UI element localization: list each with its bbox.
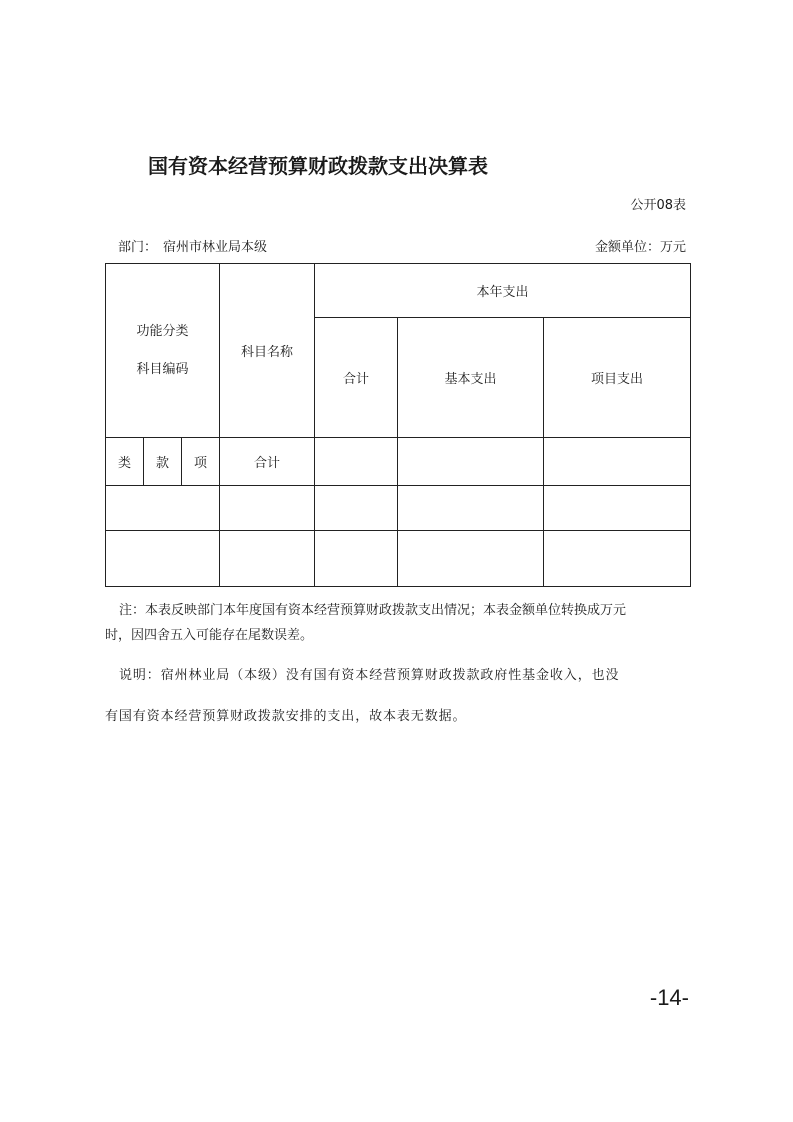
- table-row: [106, 531, 691, 587]
- table-row: [106, 486, 691, 531]
- page-number: -14-: [649, 985, 689, 1010]
- table-cell: [315, 486, 398, 531]
- department-label: 部门：: [118, 240, 158, 255]
- current-year-header: 本年支出: [315, 264, 691, 318]
- subject-name-header: 科目名称: [220, 264, 315, 438]
- table-cell: [544, 531, 691, 587]
- table-cell: [398, 486, 544, 531]
- table-cell: [220, 531, 315, 587]
- table-cell: [106, 486, 220, 531]
- table-cell: [106, 531, 220, 587]
- table-cell: [315, 438, 398, 486]
- total-header: 合计: [315, 318, 398, 438]
- department-value: 宿州市林业局本级: [163, 240, 268, 255]
- sum-row-label: 合计: [220, 438, 315, 486]
- table-cell: [398, 438, 544, 486]
- item-label: 项: [182, 438, 220, 486]
- project-expense-header: 项目支出: [544, 318, 691, 438]
- note-line-2: 时，因四舍五入可能存在尾数误差。: [105, 628, 314, 643]
- explanation-line-1: 说明：宿州林业局（本级）没有国有资本经营预算财政拨款政府性基金收入，也没: [119, 668, 620, 683]
- class-label: 类: [106, 438, 144, 486]
- table-cell: [315, 531, 398, 587]
- basic-expense-header: 基本支出: [398, 318, 544, 438]
- table-cell: [544, 438, 691, 486]
- form-code: 公开08表: [630, 198, 686, 213]
- table-cell: [220, 486, 315, 531]
- func-class-header: 功能分类 科目编码: [106, 264, 220, 438]
- table-cell: [544, 486, 691, 531]
- note-line-1: 注：本表反映部门本年度国有资本经营预算财政拨款支出情况；本表金额单位转换成万元: [119, 603, 627, 618]
- expenditure-table: [105, 263, 691, 587]
- amount-unit: 金额单位：万元: [594, 240, 686, 255]
- table-cell: [398, 531, 544, 587]
- section-label: 款: [144, 438, 182, 486]
- explanation-line-2: 有国有资本经营预算财政拨款安排的支出，故本表无数据。: [105, 709, 467, 724]
